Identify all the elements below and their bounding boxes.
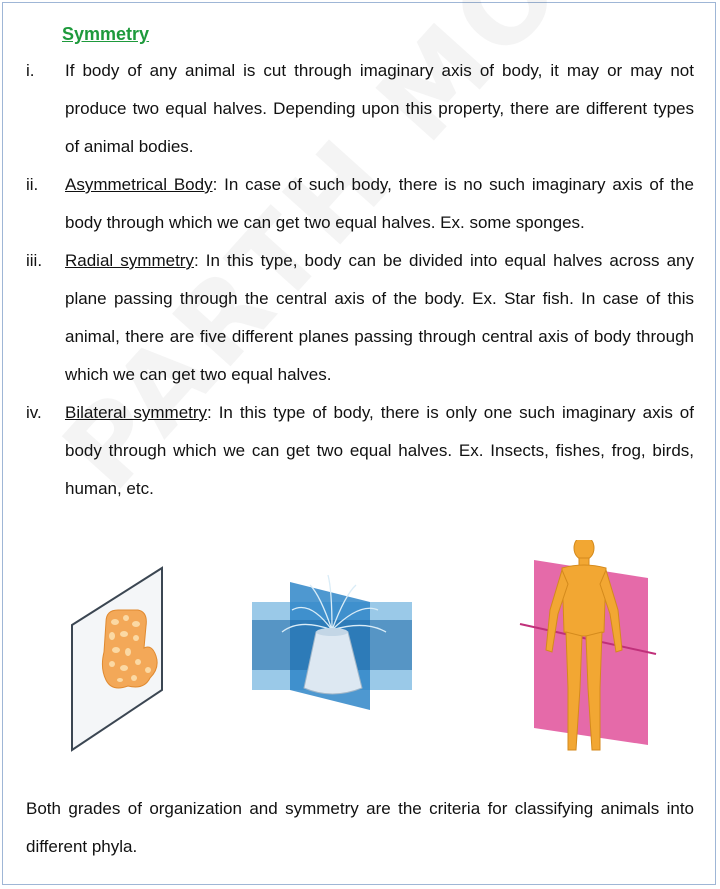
list-item-iv [26,394,694,508]
item-body: If body of any animal is cut through imaginary axis of body, it may or may not produce two equal halves. Depending upon this property, there are different types of animal bodies. [65,61,694,156]
item-number: i. [26,61,35,80]
human-head [574,540,594,560]
item-number: iv. [26,403,42,422]
item-text [65,394,694,508]
list-item-ii [26,166,694,242]
item-body: : In this type, body can be divided into equal halves across any plane passing through the central axis of the body. Ex. Star fish. In case of this animal, there are five different planes passing through central axis of body through which we can get two equal halves. [65,251,694,384]
item-body: : In this type of body, there is only one such imaginary axis of body through which we can get two equal halves. Ex. Insects, fishes, frog, birds, human, etc. [65,403,694,498]
illustration-svg [60,540,700,760]
item-number: iii. [26,251,43,270]
anemone-oral-disc [316,628,348,636]
item-text [65,242,694,394]
section-heading: Symmetry [62,24,150,44]
radial-symmetry-figure [252,575,412,710]
symmetry-list [26,52,694,508]
term-bilateral-symmetry: Bilateral symmetry [65,403,208,422]
term-radial-symmetry: Radial symmetry [65,251,194,270]
human-torso [562,565,606,636]
list-item-i [26,52,694,166]
item-text [65,166,694,242]
item-body: : In case of such body, there is no such imaginary axis of the body through which we can get two equal halves. Ex. some sponges. [65,175,694,232]
item-text [65,52,694,166]
list-item-iii [26,242,694,394]
term-asymmetrical-body: Asymmetrical Body [65,175,213,194]
closing-paragraph: Both grades of organization and symmetry are the criteria for classifying animals into different phyla. [26,799,694,856]
bilateral-symmetry-figure [520,540,656,750]
item-number: ii. [26,175,39,194]
symmetry-illustrations [60,540,700,760]
asymmetrical-sponge-figure [72,568,162,750]
